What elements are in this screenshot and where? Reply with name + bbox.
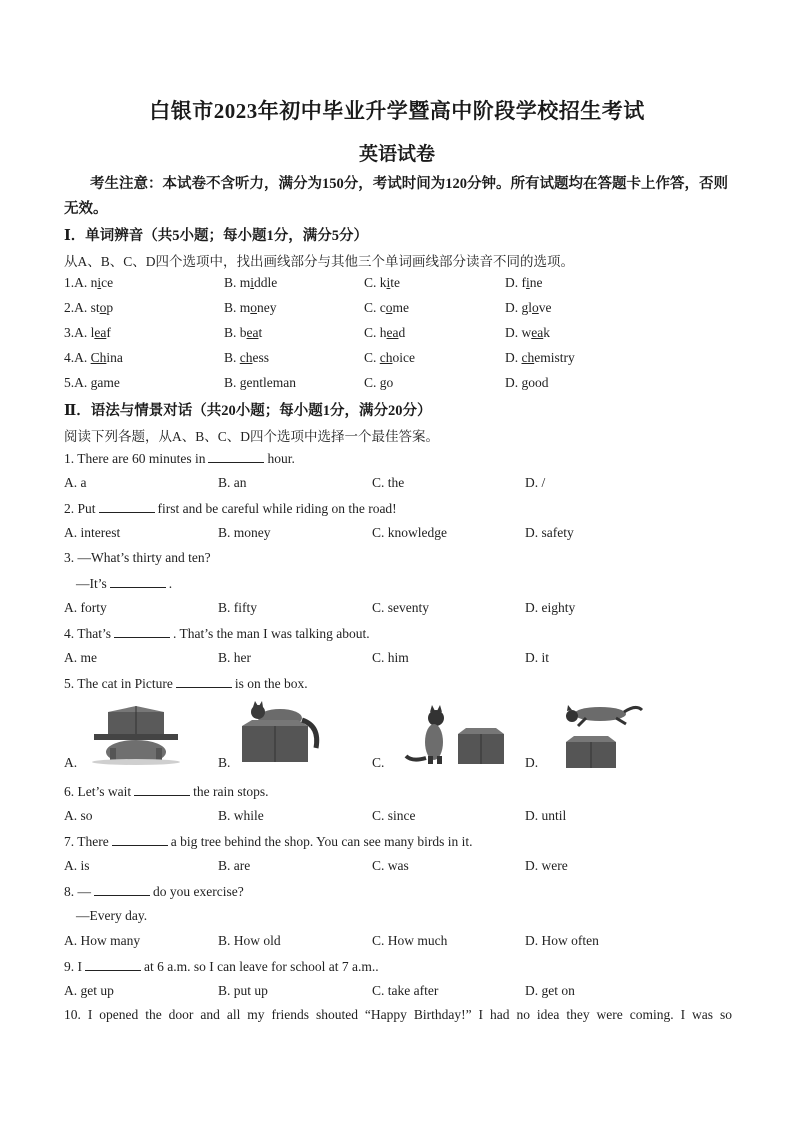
option-b[interactable] [224, 300, 277, 316]
underlined-segment: Ch [90, 350, 107, 365]
question-number: 2. [64, 300, 75, 315]
word-suffix: d [398, 325, 406, 340]
question-number: 5. [64, 375, 75, 390]
option-a[interactable] [64, 350, 123, 366]
answer-blank[interactable] [85, 958, 141, 971]
question-4-post: . That’s the man I was talking about. [173, 626, 370, 641]
option-b[interactable]: B. fifty [218, 600, 257, 615]
phonetic-question-4 [64, 350, 744, 370]
word-suffix: entleman [246, 375, 296, 390]
word-prefix: D. [505, 375, 522, 390]
question-7-options [64, 858, 744, 878]
word-prefix: A. n [74, 275, 98, 290]
phonetic-question-1 [64, 275, 744, 295]
option-b[interactable]: B. are [218, 858, 251, 873]
question-7-pre: 7. There [64, 834, 109, 849]
word-suffix: te [390, 275, 401, 290]
option-b[interactable]: B. money [218, 525, 271, 540]
option-d[interactable] [505, 300, 552, 316]
option-b[interactable] [224, 275, 277, 291]
question-4-options [64, 650, 744, 670]
option-a[interactable]: A. me [64, 650, 97, 665]
option-a[interactable]: A. so [64, 808, 93, 823]
word-suffix: t [258, 325, 263, 340]
underlined-segment: i [526, 275, 530, 290]
question-2-options [64, 525, 744, 545]
underlined-segment: ch [379, 350, 393, 365]
question-number: 4. [64, 350, 75, 365]
phonetic-question-5 [64, 375, 744, 395]
word-prefix: B. b [224, 325, 247, 340]
word-suffix: ood [528, 375, 549, 390]
question-1-pre: 1. There are 60 minutes in [64, 451, 206, 466]
word-prefix: D. w [505, 325, 532, 340]
word-prefix: C. [364, 350, 380, 365]
option-a[interactable]: A. a [64, 475, 87, 490]
question-6-options [64, 808, 744, 828]
question-9-options [64, 983, 744, 1003]
section1-heading: Ⅰ．单词辨音（共5小题；每小题1分，满分5分） [64, 228, 369, 244]
word-suffix: o [386, 375, 394, 390]
question-8-options [64, 933, 744, 953]
word-prefix: A. [74, 375, 91, 390]
underlined-segment: g [90, 375, 98, 390]
question-8-post: do you exercise? [153, 884, 244, 899]
option-d[interactable] [505, 325, 550, 341]
exam-title: 白银市2023年初中毕业升学暨高中阶段学校招生考试 [149, 99, 645, 123]
word-prefix: D. gl [505, 300, 532, 315]
word-suffix: ddle [254, 275, 278, 290]
question-4 [64, 625, 370, 642]
answer-blank[interactable] [114, 625, 170, 638]
question-1-options [64, 475, 744, 495]
question-5-pre: 5. The cat in Picture [64, 676, 173, 691]
word-suffix: oice [392, 350, 416, 365]
section2-heading: Ⅱ．语法与情景对话（共20小题；每小题1分，满分20分） [64, 403, 432, 419]
question-3-options [64, 600, 744, 620]
question-8-pre: 8. — [64, 884, 91, 899]
underlined-segment: o [385, 300, 393, 315]
word-prefix: D. [505, 350, 522, 365]
option-b[interactable]: B. put up [218, 983, 268, 998]
word-prefix: A. [74, 350, 91, 365]
answer-blank[interactable] [110, 575, 166, 588]
option-a[interactable] [64, 375, 120, 391]
question-1 [64, 450, 295, 467]
word-suffix: k [543, 325, 550, 340]
option-a[interactable]: A. get up [64, 983, 114, 998]
option-d[interactable]: D. get on [525, 983, 575, 998]
underlined-segment: g [239, 375, 247, 390]
option-c[interactable]: C. How much [372, 933, 448, 948]
picture-a-label: A. [64, 755, 78, 770]
option-d[interactable] [505, 350, 575, 366]
underlined-segment: o [250, 300, 258, 315]
option-c[interactable] [364, 275, 400, 291]
underlined-segment: g [379, 375, 387, 390]
word-suffix: ne [529, 275, 543, 290]
question-9-pre: 9. I [64, 959, 82, 974]
question-1-post: hour. [267, 451, 295, 466]
answer-blank[interactable] [134, 783, 190, 796]
section2-instruction: 阅读下列各题，从A、B、C、D四个选项中选择一个最佳答案。 [64, 429, 440, 444]
picture-c-cat-beside-box[interactable] [392, 700, 512, 770]
question-6-post: the rain stops. [193, 784, 269, 799]
answer-blank[interactable] [99, 500, 155, 513]
option-b[interactable]: B. an [218, 475, 247, 490]
question-2-pre: 2. Put [64, 501, 96, 516]
question-4-pre: 4. That’s [64, 626, 111, 641]
word-prefix: B. m [224, 275, 251, 290]
option-c[interactable]: C. him [372, 650, 409, 665]
underlined-segment: g [521, 375, 529, 390]
word-suffix: emistry [534, 350, 575, 365]
question-10: 10. I opened the door and all my friends shouted “Happy Birthday!” I had no idea they were coming. I was so [64, 1007, 732, 1022]
option-d[interactable] [505, 275, 543, 291]
exam-subtitle: 英语试卷 [358, 144, 435, 165]
option-b[interactable] [224, 350, 269, 366]
word-prefix: C. k [364, 275, 387, 290]
word-prefix: C. h [364, 325, 387, 340]
option-b[interactable] [224, 325, 262, 341]
word-prefix: A. st [74, 300, 100, 315]
option-b[interactable]: B. while [218, 808, 264, 823]
option-a[interactable] [64, 300, 113, 316]
option-d[interactable]: D. safety [525, 525, 574, 540]
option-c[interactable]: C. knowledge [372, 525, 447, 540]
answer-blank[interactable] [176, 675, 232, 688]
option-d[interactable]: D. / [525, 475, 546, 490]
option-c[interactable] [364, 375, 393, 391]
picture-a-cat-under-box[interactable] [80, 700, 190, 770]
option-c[interactable]: C. take after [372, 983, 439, 998]
answer-blank[interactable] [208, 450, 264, 463]
question-number: 3. [64, 325, 75, 340]
underlined-segment: o [99, 300, 107, 315]
picture-b-cat-in-box[interactable] [232, 700, 332, 770]
underlined-segment: ea [531, 325, 544, 340]
word-prefix: C. [364, 375, 380, 390]
word-suffix: ess [252, 350, 270, 365]
picture-c-label: C. [372, 755, 385, 770]
option-c[interactable]: C. since [372, 808, 416, 823]
option-d[interactable]: D. How often [525, 933, 599, 948]
picture-d-label: D. [525, 755, 539, 770]
option-d[interactable]: D. were [525, 858, 568, 873]
word-suffix: ina [106, 350, 123, 365]
word-suffix: p [106, 300, 114, 315]
question-9 [64, 958, 379, 975]
option-d[interactable]: D. eighty [525, 600, 576, 615]
question-2-post: first and be careful while riding on the road! [157, 501, 397, 516]
section1-instruction: 从A、B、C、D四个选项中，找出画线部分与其他三个单词画线部分读音不同的选项。 [64, 254, 575, 269]
question-3-pre: —It’s [76, 576, 107, 591]
option-a[interactable]: A. interest [64, 525, 121, 540]
word-suffix: me [392, 300, 409, 315]
option-d[interactable]: D. until [525, 808, 567, 823]
option-a[interactable] [64, 325, 111, 341]
underlined-segment: i [97, 275, 102, 290]
option-d[interactable]: D. it [525, 650, 550, 665]
option-c[interactable]: C. was [372, 858, 409, 873]
option-b[interactable] [224, 375, 296, 391]
option-a[interactable] [64, 275, 113, 291]
option-c[interactable]: C. seventy [372, 600, 429, 615]
word-prefix: B. [224, 350, 240, 365]
question-5 [64, 675, 308, 692]
question-6 [64, 783, 269, 800]
option-a[interactable]: A. How many [64, 933, 141, 948]
underlined-segment: ea [246, 325, 259, 340]
question-3-reply [76, 575, 172, 592]
option-c[interactable] [364, 300, 409, 316]
underlined-segment: o [532, 300, 539, 315]
question-8-reply: —Every day. [76, 908, 148, 923]
word-prefix: B. [224, 375, 240, 390]
option-b[interactable]: B. her [218, 650, 251, 665]
question-number: 1. [64, 275, 75, 290]
underlined-segment: ea [386, 325, 399, 340]
phonetic-question-2 [64, 300, 744, 320]
underlined-segment: ch [239, 350, 253, 365]
word-suffix: ve [538, 300, 552, 315]
word-suffix: ame [97, 375, 120, 390]
question-9-post: at 6 a.m. so I can leave for school at 7 a.m.. [144, 959, 379, 974]
question-3-post: . [168, 576, 173, 591]
underlined-segment: i [386, 275, 391, 290]
word-prefix: C. c [364, 300, 386, 315]
question-2 [64, 500, 397, 517]
option-b[interactable]: B. How old [218, 933, 281, 948]
word-suffix: ney [257, 300, 277, 315]
question-3: 3. —What’s thirty and ten? [64, 550, 211, 565]
question-7-post: a big tree behind the shop. You can see many birds in it. [170, 834, 473, 849]
option-c[interactable]: C. the [372, 475, 405, 490]
word-prefix: D. f [505, 275, 526, 290]
picture-d-cat-over-box[interactable] [546, 696, 646, 770]
question-6-pre: 6. Let’s wait [64, 784, 132, 799]
underlined-segment: i [250, 275, 255, 290]
option-a[interactable]: A. is [64, 858, 90, 873]
word-suffix: f [106, 325, 111, 340]
answer-blank[interactable] [94, 883, 150, 896]
word-prefix: B. m [224, 300, 251, 315]
picture-b-label: B. [218, 755, 231, 770]
answer-blank[interactable] [112, 833, 168, 846]
option-c[interactable] [364, 350, 415, 366]
underlined-segment: ea [94, 325, 107, 340]
option-d[interactable] [505, 375, 549, 391]
option-a[interactable]: A. forty [64, 600, 107, 615]
word-prefix: A. l [74, 325, 95, 340]
word-suffix: ce [101, 275, 114, 290]
underlined-segment: ch [521, 350, 535, 365]
question-5-post: is on the box. [234, 676, 308, 691]
phonetic-question-3 [64, 325, 744, 345]
question-7 [64, 833, 473, 850]
exam-notice: 考生注意：本试卷不含听力，满分为150分，考试时间为120分钟。所有试题均在答题卡上作答，否则无效。 [64, 176, 728, 217]
option-c[interactable] [364, 325, 405, 341]
question-8 [64, 883, 244, 900]
